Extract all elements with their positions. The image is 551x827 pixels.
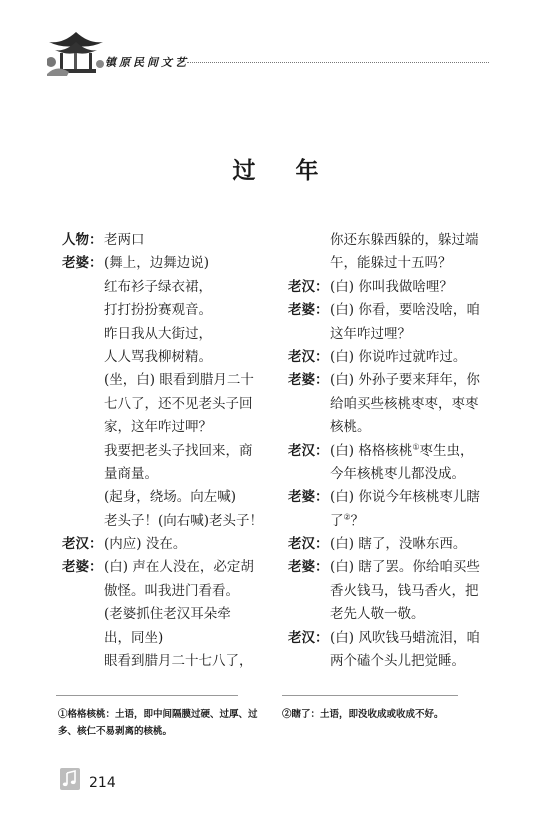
line-text-main: 今年核桃枣儿都没成。 bbox=[330, 465, 465, 482]
script-line bbox=[62, 603, 274, 626]
speaker-label: 老汉： bbox=[288, 536, 329, 553]
script-line bbox=[288, 440, 488, 463]
script-line bbox=[62, 393, 274, 416]
script-line bbox=[62, 276, 274, 299]
line-text-main: (白) 你看，要啥没啥，咱 bbox=[330, 302, 480, 319]
page-number: 214 bbox=[89, 775, 116, 791]
line-text-main: 我要把老头子找回来，商 bbox=[104, 442, 253, 459]
line-text-main: 七八了，还不见老头子回 bbox=[104, 395, 253, 412]
speaker-label: 老汉： bbox=[288, 442, 329, 459]
line-text-main: (白) 外孙子要来拜年，你 bbox=[330, 372, 480, 389]
line-text-main: (坐，白) 眼看到腊月二十 bbox=[104, 372, 254, 389]
line-text-main: (白) 格格核桃 bbox=[330, 442, 413, 459]
line-text-main: 傲怪。叫我进门看看。 bbox=[104, 582, 239, 599]
speaker-label: 老汉： bbox=[288, 629, 329, 646]
script-line bbox=[62, 556, 274, 579]
line-text-main: 你还东躲西躲的，躲过端 bbox=[330, 232, 479, 248]
line-text-main: 核桃。 bbox=[330, 419, 371, 436]
script-line bbox=[288, 533, 488, 556]
line-text-main: (老婆抓住老汉耳朵牵 bbox=[104, 606, 231, 623]
line-text bbox=[104, 533, 186, 556]
line-text-main: (白) 瞎了，没咻东西。 bbox=[330, 536, 467, 553]
line-text-main: (白) 你说咋过就咋过。 bbox=[330, 348, 467, 365]
script-line bbox=[288, 323, 488, 346]
page-title: 过 年 bbox=[232, 157, 335, 184]
line-text-main: 量商量。 bbox=[104, 465, 158, 482]
line-text-main: 香火钱马，钱马香火，把 bbox=[330, 582, 479, 599]
line-text-main: 红布衫子绿衣裙， bbox=[104, 278, 212, 295]
speaker-label: 老汉： bbox=[288, 348, 329, 365]
line-text-main: 眼看到腊月二十七八了， bbox=[104, 653, 253, 670]
script-line bbox=[288, 299, 488, 322]
line-text bbox=[330, 650, 465, 673]
line-text-main: 昨日我从大街过， bbox=[104, 325, 212, 342]
line-text-tail: ？ bbox=[350, 512, 365, 529]
speaker-label: 人物： bbox=[62, 232, 103, 248]
line-text bbox=[330, 346, 466, 369]
speaker-label: 老婆： bbox=[288, 489, 329, 506]
line-text-main: 打打扮扮赛观音。 bbox=[104, 302, 212, 319]
script-line bbox=[62, 486, 274, 509]
line-text bbox=[330, 299, 480, 322]
script-line bbox=[62, 440, 274, 463]
footnote-rule bbox=[282, 695, 458, 696]
speaker-label: 老汉： bbox=[62, 536, 103, 553]
script-line bbox=[288, 510, 488, 533]
line-text-main: 了 bbox=[330, 512, 344, 529]
speaker-label: 老婆： bbox=[288, 302, 329, 319]
line-text-tail: 枣生虫， bbox=[419, 442, 474, 459]
line-text bbox=[330, 252, 452, 275]
line-text bbox=[330, 510, 364, 533]
line-text-main: (舞上，边舞边说) bbox=[104, 255, 210, 272]
script-line bbox=[288, 486, 488, 509]
series-title: 镇原民间文艺 bbox=[105, 56, 189, 69]
line-text bbox=[330, 440, 474, 463]
script-line bbox=[62, 463, 274, 486]
music-note-icon bbox=[60, 768, 80, 790]
line-text bbox=[104, 323, 212, 346]
line-text bbox=[104, 580, 239, 603]
script-line bbox=[288, 580, 488, 603]
line-text bbox=[104, 650, 253, 673]
line-text-main: 午，能躲过十五吗？ bbox=[330, 255, 452, 272]
footnote-marker: ① bbox=[412, 442, 420, 452]
line-text bbox=[330, 486, 480, 509]
script-line bbox=[288, 346, 488, 369]
line-text bbox=[104, 369, 254, 392]
line-text-main: 给咱买些核桃枣枣，枣枣 bbox=[330, 395, 479, 412]
line-text-main: 这年咋过哩？ bbox=[330, 325, 411, 342]
line-text bbox=[330, 393, 479, 416]
line-text bbox=[330, 556, 480, 579]
line-text bbox=[104, 486, 236, 509]
line-text-main: (白) 风吹钱马蜡流泪，咱 bbox=[330, 629, 480, 646]
script-line bbox=[62, 510, 274, 533]
line-text bbox=[104, 299, 212, 322]
footnote-marker: ② bbox=[343, 512, 351, 522]
right-column bbox=[288, 229, 488, 673]
script-line bbox=[62, 323, 274, 346]
line-text bbox=[104, 416, 212, 439]
line-text bbox=[104, 510, 263, 533]
line-text bbox=[104, 346, 212, 369]
script-line bbox=[62, 369, 274, 392]
speaker-label: 老婆： bbox=[288, 559, 329, 576]
speaker-label: 老婆： bbox=[62, 559, 103, 576]
script-line bbox=[288, 556, 488, 579]
line-text bbox=[330, 416, 371, 439]
line-text-main: (白) 声在人没在，必定胡 bbox=[104, 559, 254, 576]
line-text-main: 家，这年咋过呷？ bbox=[104, 419, 212, 436]
footnote-rule bbox=[56, 695, 238, 696]
script-line bbox=[288, 463, 488, 486]
script-line bbox=[288, 369, 488, 392]
script-line bbox=[288, 650, 488, 673]
script-line bbox=[288, 603, 488, 626]
line-text bbox=[330, 276, 453, 299]
line-text bbox=[330, 627, 480, 650]
script-line bbox=[62, 580, 274, 603]
script-line bbox=[62, 229, 274, 252]
line-text bbox=[104, 440, 253, 463]
script-line bbox=[62, 299, 274, 322]
line-text bbox=[104, 556, 254, 579]
line-text bbox=[104, 627, 163, 650]
line-text bbox=[330, 533, 466, 556]
script-line bbox=[62, 346, 274, 369]
script-line bbox=[288, 229, 488, 252]
footnote-2: ②瞎了：土语，即没收成或收成不好。 bbox=[282, 709, 444, 720]
line-text-main: 老两口 bbox=[104, 232, 145, 248]
script-line bbox=[288, 627, 488, 650]
line-text bbox=[330, 369, 480, 392]
script-line bbox=[62, 416, 274, 439]
line-text bbox=[104, 463, 158, 486]
speaker-label: 老婆： bbox=[288, 372, 329, 389]
line-text-main: (起身，绕场。向左喊) bbox=[104, 489, 237, 506]
speaker-label: 老婆： bbox=[62, 255, 103, 272]
script-line bbox=[62, 533, 274, 556]
page-header bbox=[47, 28, 497, 78]
line-text-main: (白) 瞎了罢。你给咱买些 bbox=[330, 559, 480, 576]
script-line bbox=[288, 252, 488, 275]
line-text bbox=[330, 603, 425, 626]
line-text-main: 老先人敬一敬。 bbox=[330, 606, 425, 623]
line-text-main: 出，同坐) bbox=[104, 629, 164, 646]
pavilion-icon bbox=[47, 28, 105, 76]
footnote-1: ①格格核桃：土语，即中间隔膜过硬、过厚、过多、核仁不易剥离的核桃。 bbox=[58, 709, 258, 737]
line-text-main: 两个磕个头儿把觉睡。 bbox=[330, 653, 465, 670]
line-text-main: 老头子！(向右喊)老头子！ bbox=[104, 512, 264, 529]
script-line bbox=[62, 627, 274, 650]
line-text bbox=[104, 603, 231, 626]
line-text bbox=[104, 252, 209, 275]
line-text-main: (白) 你说今年核桃枣儿瞎 bbox=[330, 489, 480, 506]
line-text-main: (白) 你叫我做啥哩？ bbox=[330, 278, 453, 295]
script-line bbox=[288, 416, 488, 439]
script-line bbox=[62, 650, 274, 673]
line-text bbox=[330, 463, 465, 486]
line-text bbox=[104, 276, 212, 299]
script-line bbox=[62, 252, 274, 275]
script-line bbox=[288, 393, 488, 416]
line-text bbox=[104, 393, 253, 416]
left-column bbox=[62, 229, 274, 673]
speaker-label: 老汉： bbox=[288, 278, 329, 295]
line-text bbox=[330, 229, 479, 252]
line-text-main: (内应) 没在。 bbox=[104, 536, 187, 553]
line-text-main: 人人骂我柳树精。 bbox=[104, 348, 212, 365]
line-text bbox=[330, 323, 411, 346]
line-text bbox=[330, 580, 479, 603]
line-text bbox=[104, 229, 145, 252]
header-rule bbox=[187, 62, 489, 63]
script-line bbox=[288, 276, 488, 299]
